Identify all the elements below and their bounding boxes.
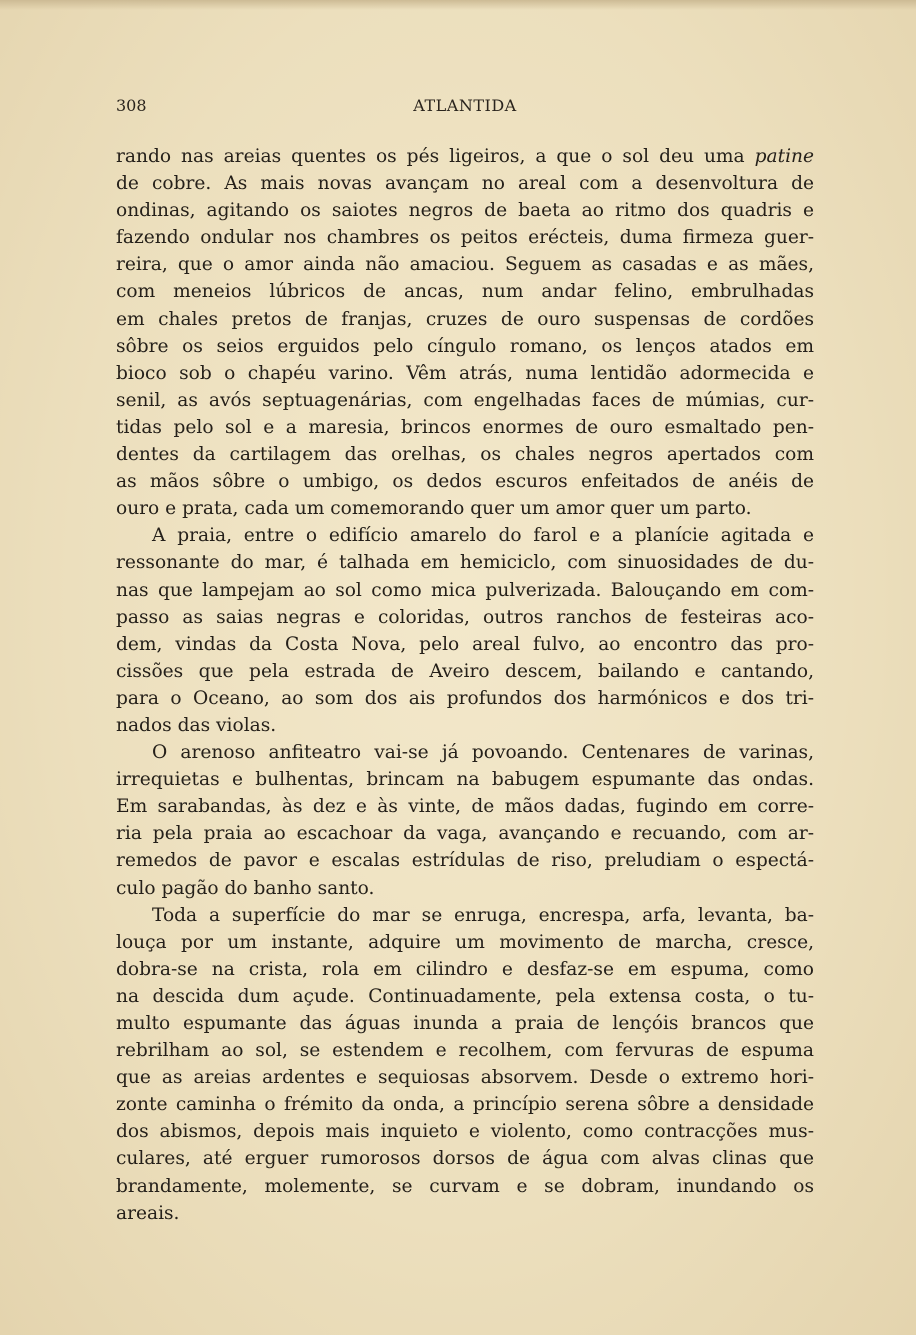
text-line: bioco sob o chapéu varino. Vêm atrás, numa lentidão adormecida e [116,362,814,384]
text-line: tidas pelo sol e a maresia, brincos enormes de ouro esmaltado pen- [116,416,814,438]
text-line: areais. [116,1202,180,1224]
text-line: A praia, entre o edifício amarelo do farol e a planície agitada e [152,525,814,547]
italic-word: patine [754,146,814,167]
text-line: reira, que o amor ainda não amaciou. Seguem as casadas e as mães, [116,254,814,276]
text-line: zonte caminha o frémito da onda, a princípio serena sôbre a densidade [116,1094,814,1116]
text-line: passo as saias negras e coloridas, outros ranchos de festeiras aco- [116,606,814,628]
text-line: O arenoso anfiteatro vai-se já povoando. Centenares de varinas, [152,742,814,764]
text-line: irrequietas e bulhentas, brincam na babugem espumante das ondas. [116,769,814,791]
text-line: brandamente, molemente, se curvam e se dobram, inundando os [116,1175,814,1197]
text-line: em chales pretos de franjas, cruzes de ouro suspensas de cordões [116,308,814,330]
text-line: Em sarabandas, às dez e às vinte, de mãos dadas, fugindo em corre- [116,796,814,818]
text-line: dos abismos, depois mais inquieto e violento, como contracções mus- [116,1121,814,1143]
text-line: fazendo ondular nos chambres os peitos erécteis, duma firmeza guer- [116,227,814,249]
page-top-edge [0,0,916,10]
running-title: ATLANTIDA [413,96,517,115]
text-line: Toda a superfície do mar se enruga, encrespa, arfa, levanta, ba- [152,904,814,926]
page-number: 308 [116,96,147,115]
text-line: ouro e prata, cada um comemorando quer um amor quer um parto. [116,498,752,520]
text-line: nados das violas. [116,714,277,736]
page-header [116,96,814,122]
text-line: cissões que pela estrada de Aveiro descem, bailando e cantando, [116,660,814,682]
text-line: culares, até erguer rumorosos dorsos de água com alvas clinas que [116,1148,814,1170]
text-line: nas que lampejam ao sol como mica pulverizada. Balouçando em com- [116,579,814,601]
text-line: louça por um instante, adquire um movimento de marcha, cresce, [116,931,814,953]
text-line: sôbre os seios erguidos pelo cíngulo romano, os lenços atados em [116,335,814,357]
text-line: ressonante do mar, é talhada em hemiciclo, com sinuosidades de du- [116,552,814,574]
text-line: senil, as avós septuagenárias, com engelhadas faces de múmias, cur- [116,389,814,411]
text-line: rebrilham ao sol, se estendem e recolhem, com fervuras de espuma [116,1040,814,1062]
text-line: ria pela praia ao escachoar da vaga, avançando e recuando, com ar- [116,823,814,845]
text-line: dentes da cartilagem das orelhas, os chales negros apertados com [116,444,814,466]
text-line: remedos de pavor e escalas estrídulas de riso, preludiam o espectá- [116,850,814,872]
text-line: para o Oceano, ao som dos ais profundos dos harmónicos e dos tri- [116,687,814,709]
text-line: ondinas, agitando os saiotes negros de baeta ao ritmo dos quadris e [116,200,814,222]
text-line: que as areias ardentes e sequiosas absorvem. Desde o extremo hori- [116,1067,814,1089]
text-line: dem, vindas da Costa Nova, pelo areal fulvo, ao encontro das pro- [116,633,814,655]
text-line: de cobre. As mais novas avançam no areal com a desenvoltura de [116,173,814,195]
text-line: com meneios lúbricos de ancas, num andar felino, embrulhadas [116,281,814,303]
text-line: multo espumante das águas inunda a praia de lençóis brancos que [116,1013,814,1034]
text-line: rando nas areias quentes os pés ligeiros, a que o sol deu uma patine [116,146,814,167]
text-line: na descida dum açude. Continuadamente, pela extensa costa, o tu- [116,985,814,1007]
text-line: culo pagão do banho santo. [116,877,375,899]
text-line: dobra-se na crista, rola em cilindro e desfaz-se em espuma, como [116,958,814,980]
text-line: as mãos sôbre o umbigo, os dedos escuros enfeitados de anéis de [116,471,814,493]
body-text [116,143,814,1227]
